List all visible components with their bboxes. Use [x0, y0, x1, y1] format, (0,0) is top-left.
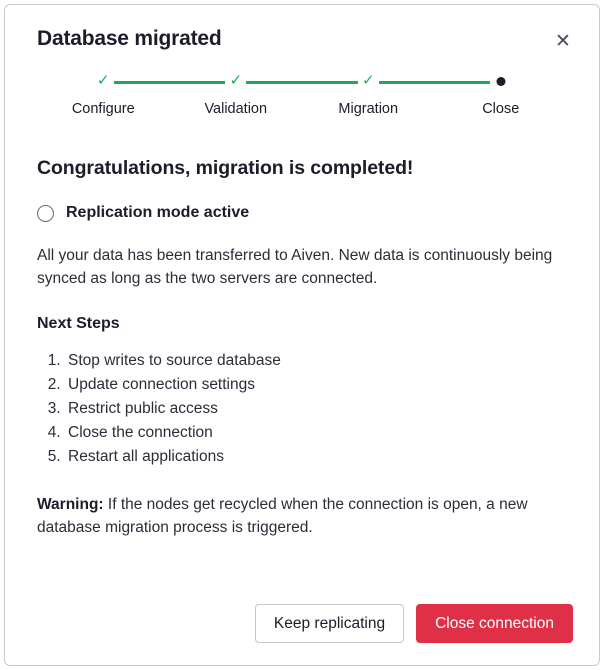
dialog-footer [255, 604, 573, 644]
next-steps-heading: Next Steps [37, 314, 120, 332]
stepper-step-configure[interactable] [37, 72, 170, 117]
stepper-label-close: Close [482, 101, 520, 117]
list-item: 3. Restrict public access [65, 397, 567, 421]
list-item: 2. Update connection settings [65, 373, 567, 397]
warning-label: Warning: [37, 495, 104, 513]
step-marker-close [435, 75, 568, 93]
stepper-steps [37, 72, 567, 117]
check-icon: ✓ [96, 72, 110, 89]
next-steps-list [37, 349, 567, 469]
close-connection-button[interactable]: Close connection [416, 604, 573, 644]
step-marker-migration [302, 72, 435, 93]
stepper-step-migration[interactable] [302, 72, 435, 117]
page-title: Database migrated [37, 27, 222, 50]
check-icon: ✓ [361, 72, 375, 89]
step-marker-validation [170, 72, 303, 93]
replication-mode-label: Replication mode active [66, 204, 250, 221]
description-text: All your data has been transferred to Aiven. New data is continuously being synced as long as the two servers are connected. [37, 247, 553, 288]
check-icon: ✓ [229, 72, 243, 89]
completion-headline: Congratulations, migration is completed! [37, 157, 414, 179]
warning-body: If the nodes get recycled when the connection is open, a new database migration process is triggered. [37, 495, 528, 536]
stepper-step-validation[interactable] [170, 72, 303, 117]
list-item: 5. Restart all applications [65, 445, 567, 469]
keep-replicating-button[interactable]: Keep replicating [255, 604, 404, 644]
replication-mode-row[interactable] [37, 204, 567, 222]
list-item: 1. Stop writes to source database [65, 349, 567, 373]
warning-text [37, 493, 557, 540]
current-step-dot-icon [496, 77, 505, 86]
progress-stepper [37, 72, 567, 131]
step-marker-configure [37, 72, 170, 93]
stepper-label-configure: Configure [71, 101, 135, 117]
stepper-label-validation: Validation [204, 101, 268, 117]
stepper-step-close[interactable] [435, 75, 568, 117]
database-migrated-dialog [4, 4, 600, 666]
dialog-header [5, 5, 599, 52]
stepper-label-migration: Migration [338, 101, 399, 117]
dialog-body [5, 157, 599, 539]
radio-icon[interactable] [37, 205, 54, 222]
close-icon[interactable]: ✕ [549, 27, 577, 55]
list-item: 4. Close the connection [65, 421, 567, 445]
